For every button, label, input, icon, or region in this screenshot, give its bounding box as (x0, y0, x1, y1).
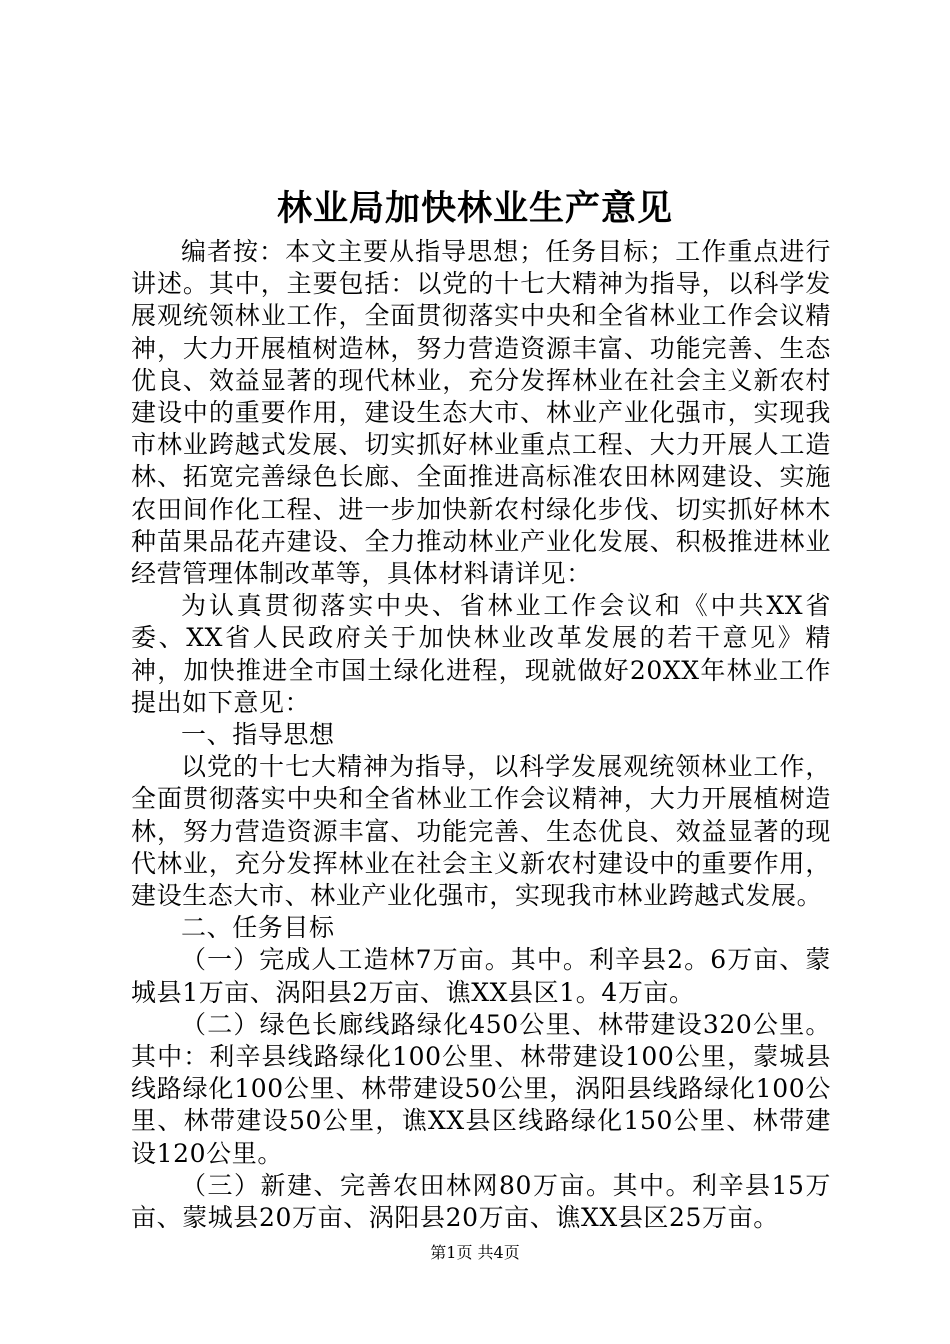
task-target-item-3: （三）新建、完善农田林网80万亩。其中。利辛县15万亩、蒙城县20万亩、涡阳县20万亩、谯XX县区25万亩。 (131, 1170, 831, 1233)
task-target-item-2: （二）绿色长廊线路绿化450公里、林带建设320公里。其中：利辛县线路绿化100公里、林带建设100公里，蒙城县线路绿化100公里、林带建设50公里，涡阳县线路绿化100公里、林带建设50公里，谯XX县区线路绿化150公里、林带建设120公里。 (131, 1009, 831, 1168)
task-target-item-1: （一）完成人工造林7万亩。其中。利辛县2。6万亩、蒙城县1万亩、涡阳县2万亩、谯XX县区1。4万亩。 (131, 945, 831, 1007)
document-body (131, 236, 831, 1234)
section-heading-guiding-ideology: 一、指导思想 (181, 720, 335, 750)
document-title: 林业局加快林业生产意见 (276, 188, 673, 229)
page-footer: 第1页 共4页 (430, 1243, 520, 1262)
section-heading-task-targets: 二、任务目标 (181, 913, 335, 943)
editor-note-paragraph: 编者按：本文主要从指导思想；任务目标；工作重点进行讲述。其中，主要包括：以党的十七大精神为指导，以科学发展观统领林业工作，全面贯彻落实中央和全省林业工作会议精神，大力开展植树造林，努力营造资源丰富、功能完善、生态优良、效益显著的现代林业，充分发挥林业在社会主义新农村建设中的重要作用，建设生态大市、林业产业化强市，实现我市林业跨越式发展、切实抓好林业重点工程、大力开展人工造林、拓宽完善绿色长廊、全面推进高标准农田林网建设、实施农田间作化工程、进一步加快新农村绿化步伐、切实抓好林木种苗果品花卉建设、全力推动林业产业化发展、积极推进林业经营管理体制改革等，具体材料请详见： (131, 237, 831, 589)
guiding-ideology-paragraph: 以党的十七大精神为指导，以科学发展观统领林业工作，全面贯彻落实中央和全省林业工作会议精神，大力开展植树造林，努力营造资源丰富、功能完善、生态优良、效益显著的现代林业，充分发挥林业在社会主义新农村建设中的重要作用，建设生态大市、林业产业化强市，实现我市林业跨越式发展。 (131, 752, 831, 911)
intro-paragraph: 为认真贯彻落实中央、省林业工作会议和《中共XX省委、XX省人民政府关于加快林业改革发展的若干意见》精神，加快推进全市国土绿化进程，现就做好20XX年林业工作提出如下意见： (131, 591, 831, 717)
